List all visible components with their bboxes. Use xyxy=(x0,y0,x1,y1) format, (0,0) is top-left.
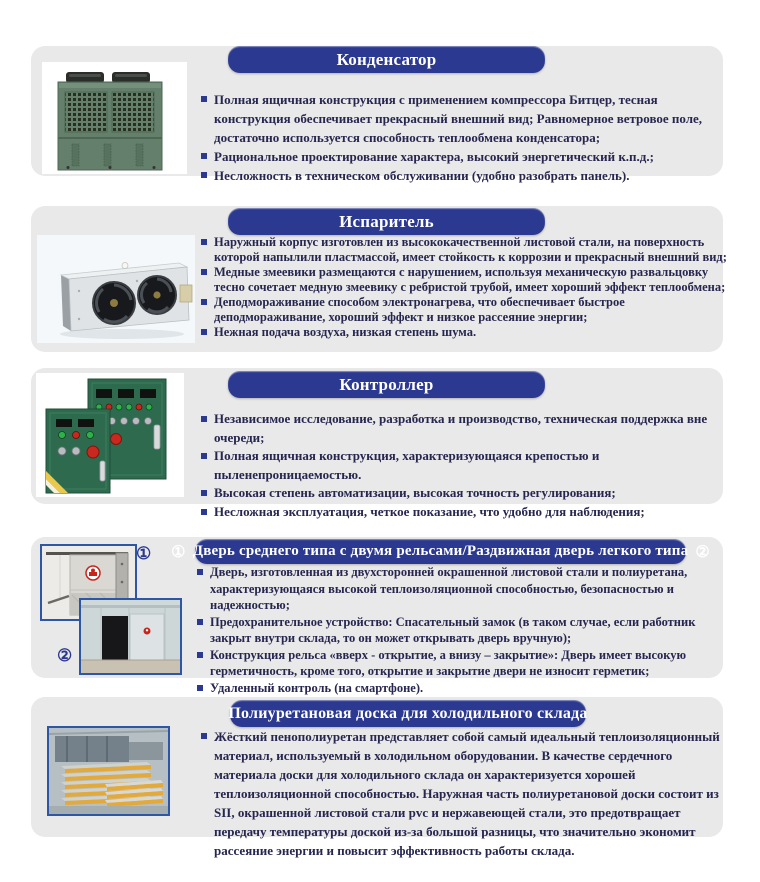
bullet-item xyxy=(201,447,729,484)
bullet-text: Несложность в техническом обслуживании (удобно разобрать панель). xyxy=(214,168,630,183)
bullet-text: Удаленный контроль (на смартфоне). xyxy=(210,680,424,695)
circled-two-icon: ② xyxy=(695,543,710,561)
section-title-banner xyxy=(230,700,586,727)
bullet-item xyxy=(201,295,735,325)
bullet-text: Конструкция рельса «вверх - открытие, а внизу – закрытие»: Дверь имеет высокую герметичность, кроме того, открытие и закрытие двери не износит герметик; xyxy=(210,647,687,678)
bullet-text: Полная ящичная конструкция с применением компрессора Битцер, тесная конструкция обеспечивает прекрасный внешний вид; Равномерное ветровое поле, достаточно используется способность теплообмена конденсатора; xyxy=(214,92,703,145)
bullet-item xyxy=(197,564,733,614)
section-title-banner xyxy=(171,539,710,564)
bullet-text: Деподмораживание способом электронагрева, что обеспечивает быстрое деподмораживание, хороший эффект и низкое рассеяние энергии; xyxy=(214,295,625,324)
section-title-banner xyxy=(228,371,545,398)
bullet-square-icon xyxy=(201,329,207,335)
fan-icon xyxy=(93,282,135,324)
circled-two-label: ② xyxy=(57,646,73,665)
bullet-square-icon xyxy=(201,490,207,496)
section-title: Испаритель xyxy=(339,211,434,231)
bullet-item xyxy=(201,90,729,147)
bullet-square-icon xyxy=(201,239,207,245)
junction-box-icon xyxy=(180,285,192,302)
section-evaporator xyxy=(31,206,727,352)
bullet-list xyxy=(197,564,733,696)
fan-icon xyxy=(138,276,176,314)
bullet-square-icon xyxy=(201,299,207,305)
indicator-lights xyxy=(59,432,94,439)
section-controller xyxy=(31,368,723,519)
open-doorway xyxy=(102,616,128,660)
section-condenser xyxy=(31,46,723,183)
section-title-banner xyxy=(228,208,545,235)
bullet-text: Независимое исследование, разработка и производство, техническая поддержка вне очереди; xyxy=(214,411,708,445)
red-button-icon xyxy=(111,434,122,445)
bullet-square-icon xyxy=(201,96,207,102)
bullet-square-icon xyxy=(197,619,203,625)
bullet-text: Дверь, изготовленная из двухсторонней окрашенной листовой стали и полиуретана, характеризующаяся высокой теплоизоляционной способностью, безопасностью и надежностью; xyxy=(210,565,688,612)
bullet-item xyxy=(201,503,729,522)
bullet-item xyxy=(197,647,733,680)
bullet-list xyxy=(201,727,729,860)
bullet-square-icon xyxy=(201,509,207,515)
bullet-item xyxy=(201,265,735,295)
bullet-item xyxy=(201,484,729,503)
bullet-text: Высокая степень автоматизации, высокая точность регулирования; xyxy=(214,485,616,500)
bullet-square-icon xyxy=(197,685,203,691)
handle-icon xyxy=(100,461,105,481)
door-photo-2 xyxy=(79,598,182,675)
bullet-item xyxy=(197,614,733,647)
bullet-square-icon xyxy=(201,269,207,275)
bullet-square-icon xyxy=(201,172,207,178)
bullet-square-icon xyxy=(201,416,207,422)
bullet-square-icon xyxy=(201,453,207,459)
bullet-text: Медные змеевики размещаются с нарушением, используя механическую развальцовку тесно сочетает медную змеевику с ребристой трубой, имеет хороший эффект теплообмена; xyxy=(214,265,726,294)
bullet-text: Полная ящичная конструкция, характеризующаяся крепостью и пыленепроницаемостью. xyxy=(214,448,600,482)
controller-photo xyxy=(36,373,184,497)
red-button-icon xyxy=(87,446,99,458)
bullet-text: Наружный корпус изготовлен из высококачественной листовой стали, на поверхность которой напылили пластмассой, имеет стойкость к коррозии и прекрасный внешний вид; xyxy=(214,235,727,264)
bullet-item xyxy=(201,410,729,447)
logo-icon xyxy=(86,566,100,580)
sliding-door-leaf xyxy=(130,614,164,660)
bullet-item xyxy=(201,235,735,265)
circled-one-icon: ① xyxy=(171,543,186,561)
handle-icon xyxy=(154,425,160,449)
bullet-square-icon xyxy=(201,733,207,739)
bullet-item xyxy=(197,680,733,697)
factory-floor xyxy=(49,806,168,814)
section-title: Дверь среднего типа с двумя рельсами/Раздвижная дверь легкого типа xyxy=(192,543,689,559)
bullet-text: Предохранительное устройство: Спасательный замок (в таком случае, если работник закрыт внутри склада, то он может открывать дверь вручную); xyxy=(210,614,696,645)
bullet-square-icon xyxy=(197,569,203,575)
section-title-banner xyxy=(228,46,545,73)
section-title: Полиуретановая доска для холодильного склада xyxy=(228,704,588,722)
bullet-text: Жёсткий пенополиуретан представляет собой самый идеальный теплоизоляционный материал, используемый в холодильном оборудовании. В качестве сердечного материала доски для холодильного склада он характеризуется хорошей теплоизоляционной способностью. Наружная часть полиуретановой доски состоит из SII, окрашенной листовой стали pvc и нержавеющей стали, это предотвращает передачу температуры доской из-за большой разницы, что значительно экономит рассеяние энергии и повысит эффективность работы склада. xyxy=(214,729,720,858)
circled-one-label: ① xyxy=(136,544,152,563)
condenser-photo xyxy=(42,62,187,174)
section-panels xyxy=(31,697,723,858)
bullet-item xyxy=(201,147,729,166)
section-title: Конденсатор xyxy=(336,49,437,69)
ground xyxy=(81,660,180,673)
control-cabinet-front xyxy=(46,409,110,493)
panels-photo xyxy=(47,726,170,816)
bullet-text: Несложная эксплуатация, четкое показание, что удобно для наблюдения; xyxy=(214,503,645,519)
panel-stack-front xyxy=(105,780,163,807)
bullet-item xyxy=(201,166,729,185)
bullet-square-icon xyxy=(197,652,203,658)
bullet-list xyxy=(201,235,735,340)
section-title: Контроллер xyxy=(339,374,434,394)
bullet-item xyxy=(201,727,729,860)
bullet-text: Нежная подача воздуха, низкая степень шума. xyxy=(214,325,477,339)
evaporator-photo xyxy=(37,235,195,343)
bullet-text: Рациональное проектирование характера, высокий энергетический к.п.д.; xyxy=(214,149,654,164)
bullet-square-icon xyxy=(201,153,207,159)
bullet-list xyxy=(201,90,729,185)
bullet-item xyxy=(201,325,735,340)
section-doors xyxy=(31,537,723,695)
bullet-list xyxy=(201,410,729,521)
